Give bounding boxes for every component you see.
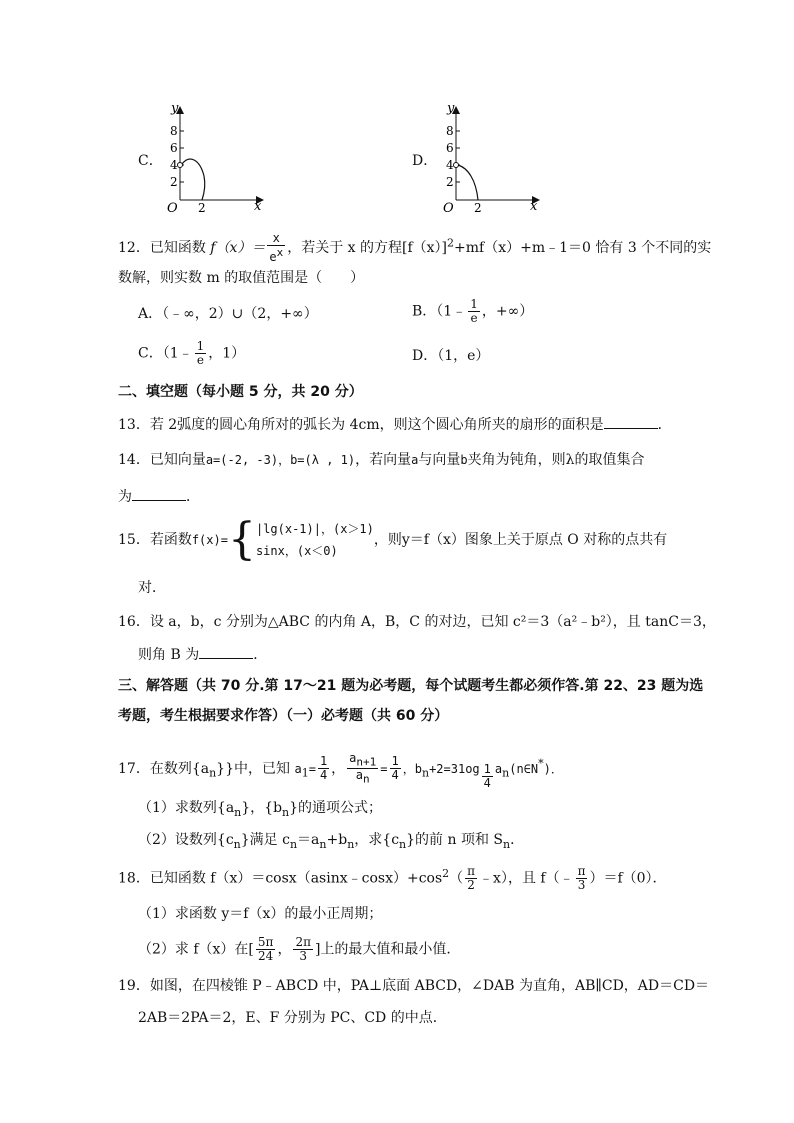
question-18: 18．已知函数 $f(x)=\cos x(asinx﹣\cos x)+\cos^2$（ $\frac{\pi}{2}$ ﹣x），且 f（﹣ $\frac{\pi}{3}$ ）＝f（0）． bbox=[118, 864, 667, 893]
option-c-label: C． bbox=[138, 153, 163, 169]
question-17: 17．在数列$\{a_n\}$}中，已知 $a_1=$ $\frac{1}{4}$ ， $\frac{a_{n+1}}{a_n}$ = $\frac{1}{4}$ ，$b_n+2=31og$ $\frac{1}{4}$ $a_n(n\in N^*)$． bbox=[118, 751, 563, 790]
y-tick: 4 bbox=[446, 158, 454, 172]
section-3-heading: 三、解答题（共 70 分.第 17～21 题为必考题，每个试题考生都必须作答.第 22、23 题为选 bbox=[118, 678, 704, 694]
q12-option-a: A．（﹣∞，2）∪（2，+∞） bbox=[138, 306, 318, 322]
fraction: $\frac{x}{e^x}$ bbox=[269, 231, 284, 264]
question-12: 12．已知函数 f（x）＝ $\frac{x}{e^x}$ ，若关于 x 的方程$[f(x)]^2+mf(x)+m﹣1=0$ 恰有 3 个不同的实 bbox=[118, 231, 712, 264]
q12-option-b: B．（1﹣ $\frac{1}{e}$ ，+∞） bbox=[412, 297, 534, 325]
open-point bbox=[178, 163, 183, 168]
left-brace-icon: { bbox=[227, 514, 256, 565]
y-tick: 8 bbox=[446, 124, 454, 138]
y-tick: 8 bbox=[170, 124, 178, 138]
y-tick: 2 bbox=[446, 175, 454, 189]
origin-label: O bbox=[167, 201, 178, 214]
q12-option-d: D．（1，e） bbox=[412, 348, 490, 364]
question-12-line2: 数解，则实数 m 的取值范围是（ ） bbox=[118, 270, 365, 286]
section-2-heading: 二、填空题（每小题 5 分，共 20 分） bbox=[118, 384, 363, 400]
y-tick: 2 bbox=[170, 175, 178, 189]
origin-label: O bbox=[443, 201, 454, 214]
question-15-line2: 对． bbox=[138, 580, 166, 596]
question-19: 19．如图，在四棱锥 P﹣ABCD 中，PA⊥底面 ABCD，∠DAB 为直角，AB∥CD，AD＝CD＝ bbox=[118, 978, 710, 994]
question-18-part2: （2）求 f（x）在[ $\frac{5\pi}{24}$ ， $\frac{2\pi}{3}$ ]上的最大值和最小值． bbox=[138, 935, 461, 963]
curve bbox=[182, 159, 205, 200]
x-tick: 2 bbox=[474, 201, 482, 214]
option-d-label: D． bbox=[412, 153, 438, 169]
y-tick: 6 bbox=[446, 141, 454, 155]
x-tick: 2 bbox=[198, 201, 206, 214]
question-17-part1: （1）求数列$\{a_n\}$，$\{b_n\}$的通项公式； bbox=[138, 800, 383, 819]
open-point bbox=[454, 163, 459, 168]
y-axis-label: y bbox=[171, 101, 179, 116]
y-tick: 6 bbox=[170, 141, 178, 155]
q12-option-c: C．（1﹣ $\frac{1}{e}$ ，1） bbox=[138, 339, 246, 367]
question-14-line2: 为 ． bbox=[118, 486, 200, 507]
y-tick: 4 bbox=[170, 158, 178, 172]
question-18-part1: （1）求函数 y＝f（x）的最小正周期； bbox=[138, 906, 383, 922]
graph-d bbox=[436, 98, 546, 214]
graph-c bbox=[160, 98, 270, 214]
curve bbox=[458, 165, 478, 200]
y-axis-label: y bbox=[447, 101, 455, 116]
question-13: 13．若 2弧度的圆心角所对的弧长为 4cm，则这个圆心角所夹的扇形的面积是 ． bbox=[118, 414, 672, 435]
question-15: 15．若函数f(x)={ |lg(x-1)|，(x＞1) sinx，(x＜0) ，则y＝f（x）图象上关于原点 O 对称的点共有 bbox=[118, 514, 668, 565]
question-14: 14．已知向量a=(-2, -3)，b=(λ , 1)，若向量a与向量b夹角为钝角，则λ的取值集合 bbox=[118, 452, 645, 468]
x-axis-label: x bbox=[254, 199, 262, 214]
question-17-part2: （2）设数列$\{c_n\}$满足 $c_n=a_n+b_n$，求$\{c_n\}$的前 n 项和 $S_n$． bbox=[138, 832, 525, 851]
section-3-heading-line2: 考题，考生根据要求作答）（一）必考题（共 60 分） bbox=[118, 708, 449, 724]
question-16-line2: 则角 B 为 ． bbox=[138, 644, 267, 665]
question-19-line2: 2AB＝2PA＝2，E、F 分别为 PC、CD 的中点． bbox=[138, 1010, 447, 1026]
question-16: 16．设 a，b，c 分别为△ABC 的内角 A，B，C 的对边，已知 c²＝3（a²﹣b²），且 tanC＝3， bbox=[118, 614, 716, 630]
x-axis-label: x bbox=[530, 199, 538, 214]
